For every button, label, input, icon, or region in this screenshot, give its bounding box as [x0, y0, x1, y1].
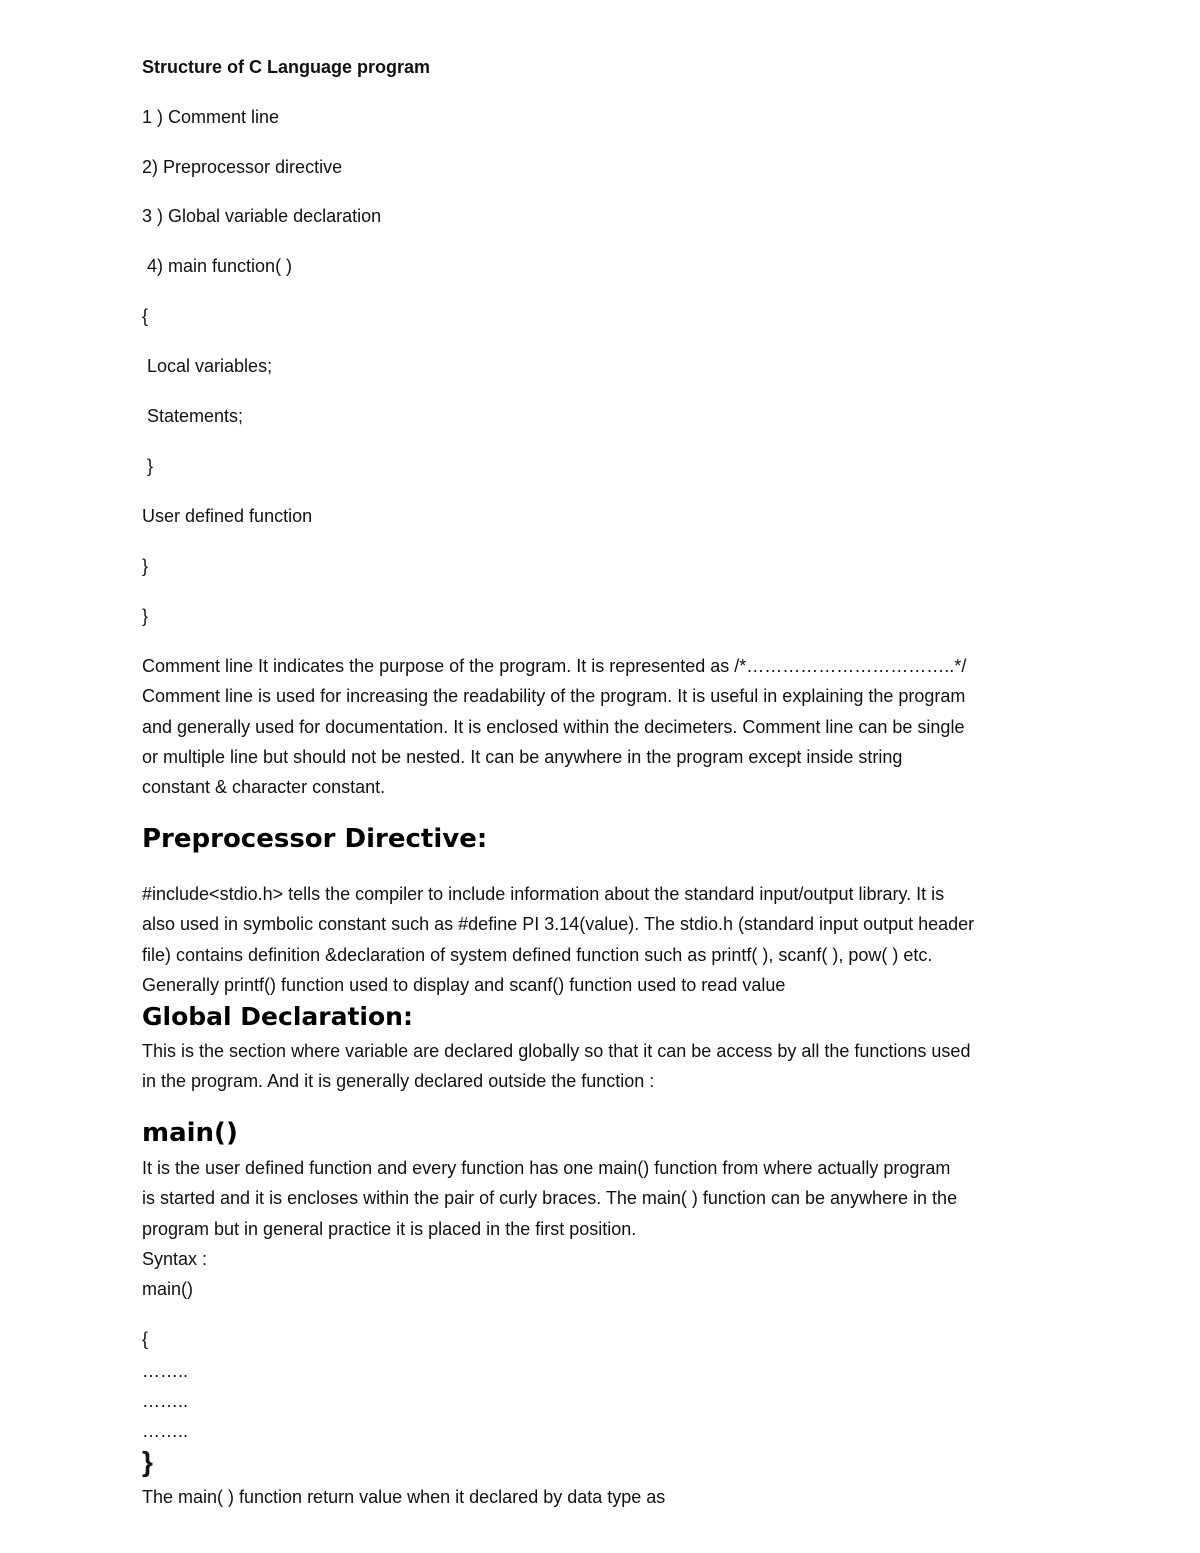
- paragraph-line: is started and it is encloses within the pair of curly braces. The main( ) function can be anywhere in the: [142, 1188, 958, 1209]
- paragraph-line: Comment line is used for increasing the readability of the program. It is useful in explaining the program: [142, 686, 966, 707]
- structure-item: 4) main function( ): [147, 256, 293, 276]
- structure-item: }: [142, 606, 149, 626]
- main-heading: main(): [142, 1118, 238, 1148]
- preprocessor-heading: Preprocessor Directive:: [142, 824, 488, 854]
- paragraph-line: Comment line It indicates the purpose of the program. It is represented as /*……………………………..*/: [142, 656, 967, 676]
- main-paragraph: [142, 1153, 1062, 1304]
- paragraph-line: It is the user defined function and every function has one main() function from where actually program: [142, 1158, 951, 1178]
- paragraph-line: file) contains definition &declaration of system defined function such as printf( ), scanf( ), pow( ) etc.: [142, 944, 933, 965]
- structure-item: Local variables;: [147, 356, 273, 376]
- paragraph-line: constant & character constant.: [142, 777, 386, 798]
- paragraph-line: Generally printf() function used to display and scanf() function used to read value: [142, 974, 786, 995]
- paragraph-line: Syntax :: [142, 1248, 208, 1269]
- structure-item: }: [147, 456, 154, 476]
- document-title: Structure of C Language program: [142, 57, 431, 77]
- closing-line: The main( ) function return value when it declared by data type as: [142, 1487, 666, 1507]
- structure-item: Statements;: [147, 406, 244, 426]
- structure-item: User defined function: [142, 506, 313, 526]
- paragraph-line: main(): [142, 1279, 194, 1300]
- code-dots: ……..: [142, 1421, 189, 1441]
- paragraph-line: also used in symbolic constant such as #define PI 3.14(value). The stdio.h (standard input output header: [142, 914, 975, 935]
- paragraph-line: program but in general practice it is placed in the first position.: [142, 1218, 637, 1239]
- paragraph-line: or multiple line but should not be nested. It can be anywhere in the program except inside string: [142, 746, 903, 767]
- structure-item: }: [142, 556, 149, 576]
- paragraph-line: and generally used for documentation. It is enclosed within the decimeters. Comment line can be single: [142, 716, 965, 737]
- preprocessor-paragraph: [142, 879, 1062, 1000]
- paragraph-line: #include<stdio.h> tells the compiler to include information about the standard input/output library. It is: [142, 884, 945, 904]
- structure-item: 2) Preprocessor directive: [142, 157, 343, 177]
- code-open-brace: {: [142, 1329, 149, 1349]
- code-close-brace: }: [142, 1446, 153, 1477]
- paragraph-line: in the program. And it is generally declared outside the function :: [142, 1071, 655, 1092]
- code-dots: ……..: [142, 1391, 189, 1411]
- global-heading: Global Declaration:: [142, 1002, 413, 1031]
- structure-item: 1 ) Comment line: [142, 107, 280, 127]
- code-dots: ……..: [142, 1361, 189, 1381]
- paragraph-line: This is the section where variable are declared globally so that it can be access by all the functions used: [142, 1041, 971, 1061]
- structure-item: {: [142, 306, 149, 326]
- global-paragraph: [142, 1036, 1062, 1097]
- structure-item: 3 ) Global variable declaration: [142, 206, 382, 226]
- comment-paragraph: [142, 651, 1062, 802]
